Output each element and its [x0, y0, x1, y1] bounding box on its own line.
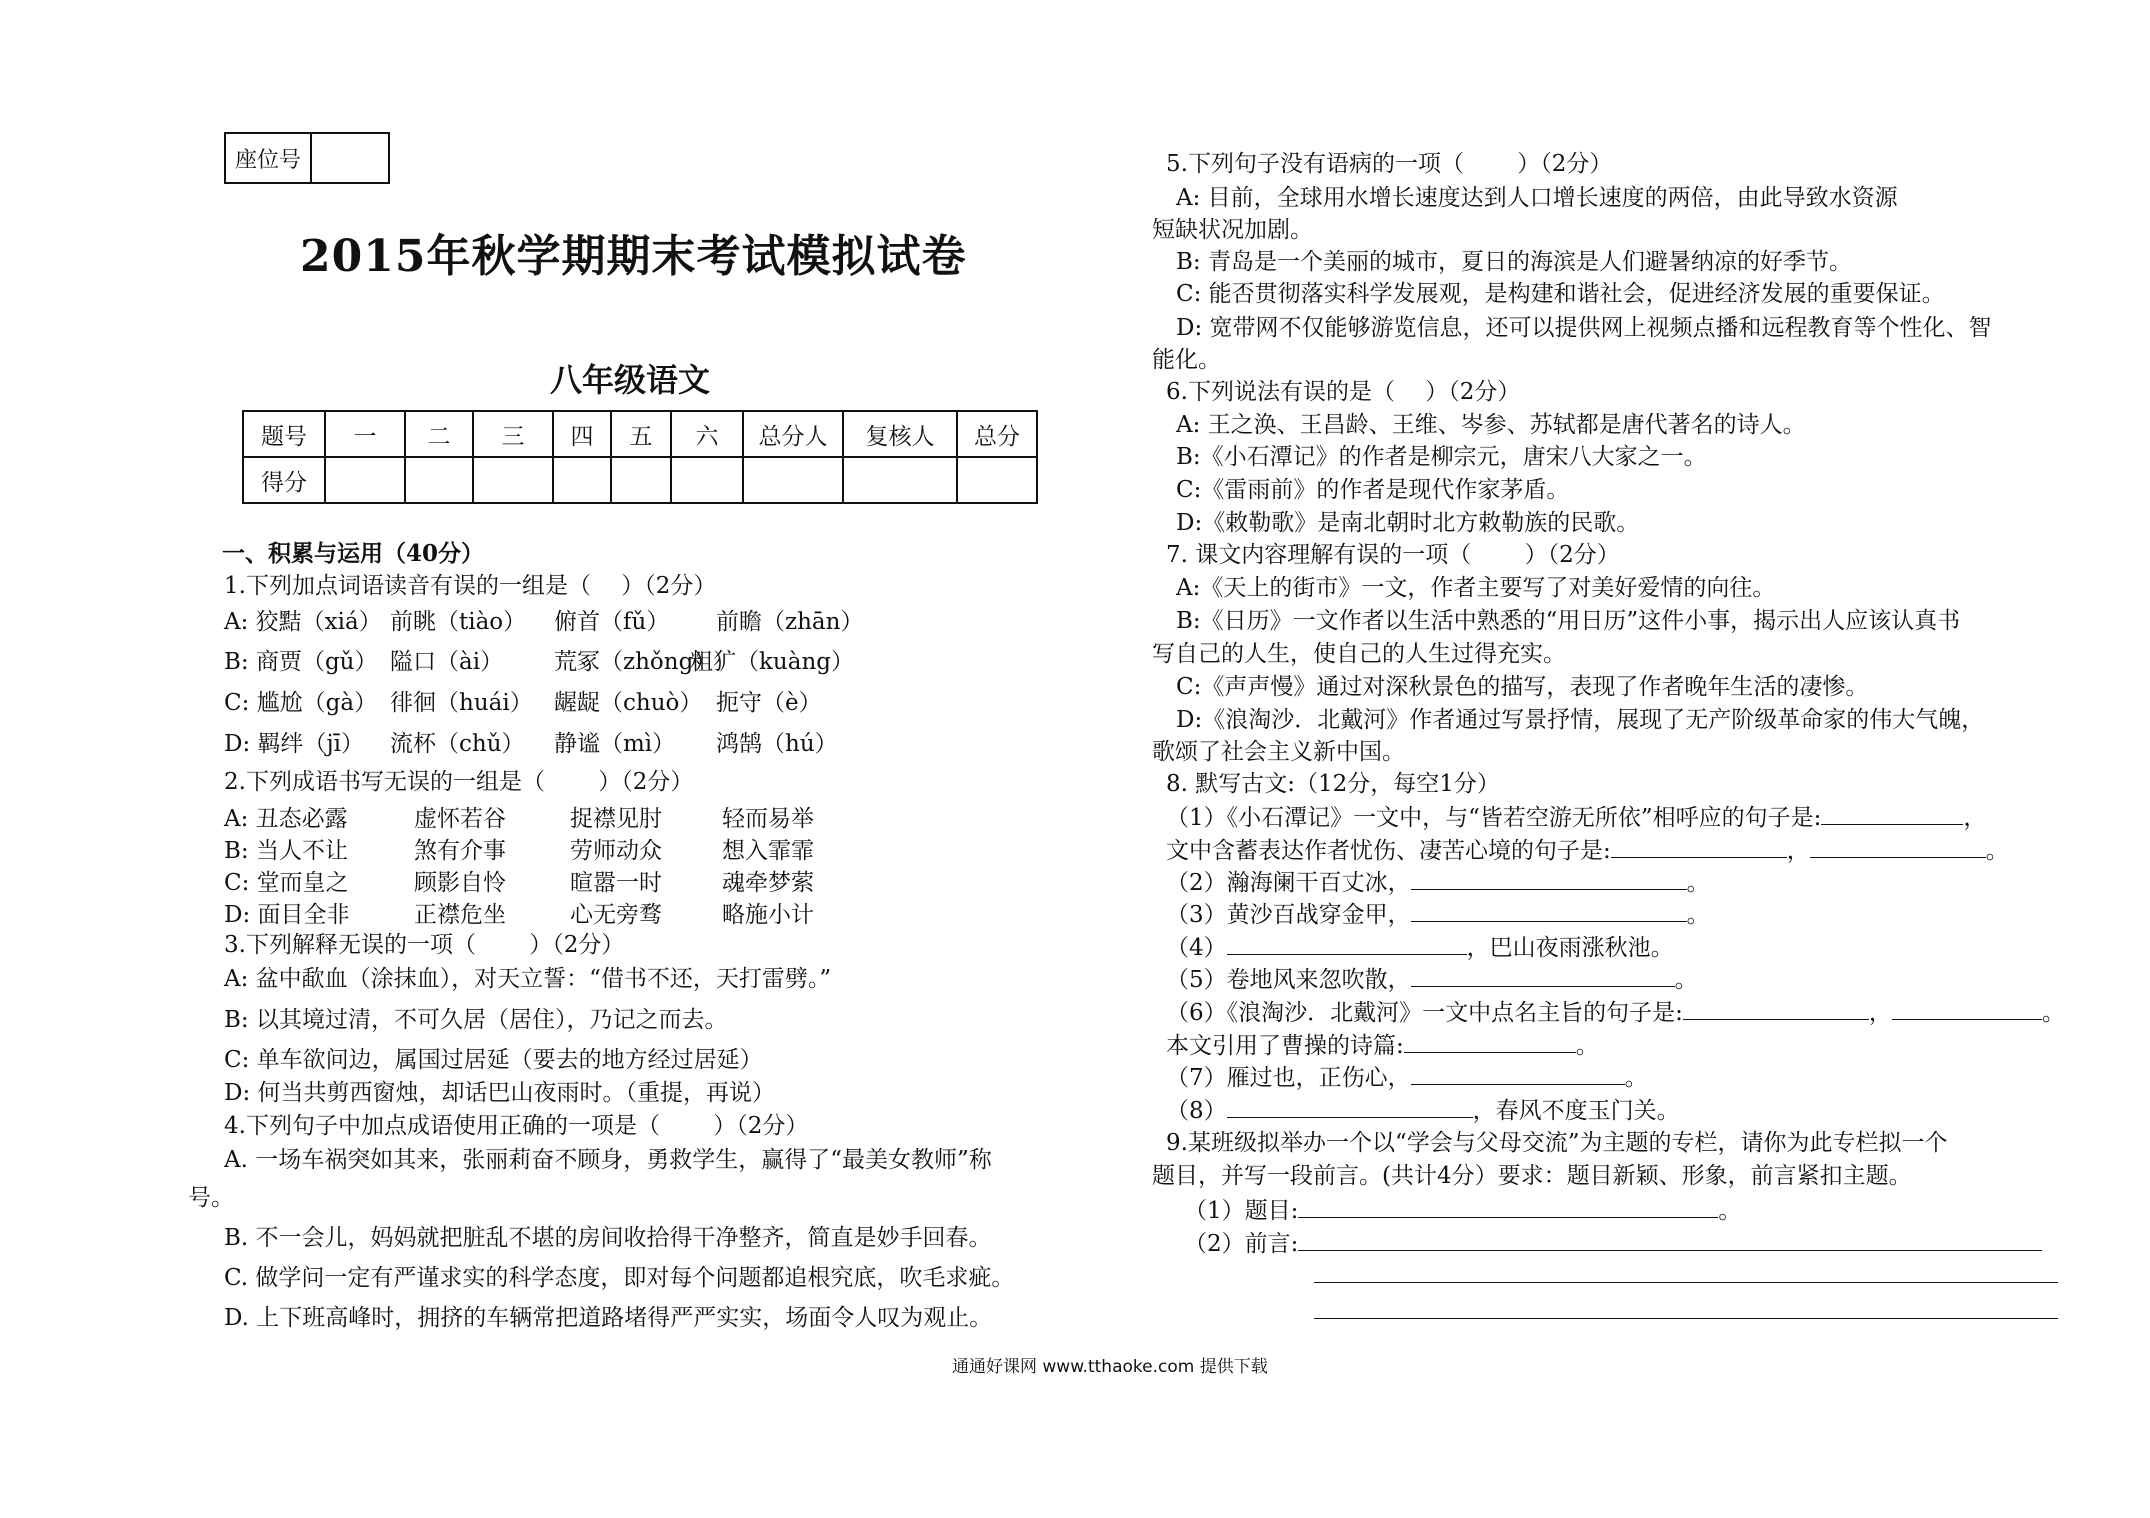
score-cell: [671, 457, 743, 503]
answer-blank[interactable]: [1892, 995, 2042, 1020]
question-7-stem: 7. 课文内容理解有误的一项（ ）（2分）: [1166, 542, 1620, 568]
score-table-score-row: [243, 457, 1037, 503]
question-8-item-2: （2）瀚海阑干百丈冰， 。: [1166, 865, 1710, 899]
preface-answer-line[interactable]: [1314, 1318, 2058, 1319]
question-3-option-a: A: 盆中歃血（涂抹血），对天立誓：“借书不还，天打雷劈。”: [224, 966, 832, 992]
answer-blank[interactable]: [1821, 800, 1963, 825]
score-header-cell: 总分: [957, 411, 1037, 457]
answer-blank[interactable]: [1683, 995, 1869, 1020]
question-3-option-c: C: 单车欲问边，属国过居延（要去的地方经过居延）: [224, 1047, 763, 1073]
question-8-item-7: （7）雁过也，正伤心， 。: [1166, 1060, 1648, 1094]
preface-answer-blank[interactable]: [1298, 1226, 2042, 1251]
question-6-stem: 6.下列说法有误的是（ ）（2分）: [1166, 379, 1521, 405]
question-6-option-d: D:《敕勒歌》是南北朝时北方敕勒族的民歌。: [1176, 510, 1640, 536]
question-6-option-b: B:《小石潭记》的作者是柳宗元，唐宋八大家之一。: [1176, 444, 1707, 470]
question-7-option-b: B:《日历》一文作者以生活中熟悉的“用日历”这件小事，揭示出人应该认真书: [1176, 608, 1961, 634]
question-9-stem-cont: 题目，并写一段前言。(共计4分）要求：题目新颖、形象，前言紧扣主题。: [1152, 1163, 1912, 1189]
question-4-option-a: A. 一场车祸突如其来，张丽莉奋不顾身，勇救学生，赢得了“最美女教师”称: [224, 1147, 992, 1173]
question-4-option-d: D. 上下班高峰时，拥挤的车辆常把道路堵得严严实实，场面令人叹为观止。: [224, 1305, 993, 1331]
preface-answer-line[interactable]: [1314, 1282, 2058, 1283]
score-header-cell: 四: [553, 411, 611, 457]
question-9-title: （1）题目: 。: [1184, 1193, 1741, 1227]
question-1-stem: 1.下列加点词语读音有误的一组是（ ）（2分）: [224, 573, 717, 599]
question-5-stem: 5.下列句子没有语病的一项（ ）（2分）: [1166, 151, 1613, 177]
score-cell: [957, 457, 1037, 503]
question-8-item-5: （5）卷地风来忽吹散， 。: [1166, 962, 1698, 996]
seat-number-box: [224, 132, 390, 184]
question-3-option-b: B: 以其境过清，不可久居（居住），乃记之而去。: [224, 1007, 728, 1033]
question-8-item-6b: 本文引用了曹操的诗篇: 。: [1166, 1028, 1599, 1062]
question-8-item-1: （1）《小石潭记》一文中，与“皆若空游无所依”相呼应的句子是: ，: [1166, 800, 1986, 834]
seat-number-label: 座位号: [226, 134, 312, 182]
question-7-option-d-cont: 歌颂了社会主义新中国。: [1152, 739, 1405, 765]
question-4-option-a-cont: 号。: [188, 1185, 234, 1211]
score-cell: [553, 457, 611, 503]
score-header-cell: 二: [405, 411, 473, 457]
question-2-stem: 2.下列成语书写无误的一组是（ ）（2分）: [224, 769, 694, 795]
question-5-option-d: D: 宽带网不仅能够游览信息，还可以提供网上视频点播和远程教育等个性化、智: [1176, 315, 1992, 341]
question-8-stem: 8. 默写古文:（12分，每空1分）: [1166, 771, 1500, 797]
section-heading: 一、积累与运用（40分）: [222, 540, 485, 567]
question-6-option-a: A: 王之涣、王昌龄、王维、岑参、苏轼都是唐代著名的诗人。: [1176, 412, 1806, 438]
question-4-stem: 4.下列句子中加点成语使用正确的一项是（ ）（2分）: [224, 1113, 809, 1139]
question-7-option-a: A:《天上的街市》一文，作者主要写了对美好爱情的向往。: [1176, 575, 1776, 601]
page-footer: 通通好课网 www.tthaoke.com 提供下载: [952, 1357, 1268, 1377]
score-cell: [743, 457, 843, 503]
question-5-option-d-cont: 能化。: [1152, 347, 1221, 373]
question-8-item-8: （8） ，春风不度玉门关。: [1166, 1093, 1680, 1127]
score-cell: [405, 457, 473, 503]
score-header-cell: 六: [671, 411, 743, 457]
question-7-option-c: C:《声声慢》通过对深秋景色的描写，表现了作者晚年生活的凄惨。: [1176, 674, 1869, 700]
question-6-option-c: C:《雷雨前》的作者是现代作家茅盾。: [1176, 477, 1570, 503]
score-header-cell: 五: [611, 411, 671, 457]
question-5-option-b: B: 青岛是一个美丽的城市，夏日的海滨是人们避暑纳凉的好季节。: [1176, 249, 1852, 275]
score-cell: [325, 457, 405, 503]
answer-blank[interactable]: [1227, 1093, 1473, 1118]
score-cell: [611, 457, 671, 503]
question-5-option-c: C: 能否贯彻落实科学发展观，是构建和谐社会，促进经济发展的重要保证。: [1176, 281, 1945, 307]
answer-blank[interactable]: [1411, 897, 1687, 922]
answer-blank[interactable]: [1404, 1028, 1576, 1053]
question-8-item-1b: 文中含蓄表达作者忧伤、凄苦心境的句子是: ， 。: [1166, 833, 2009, 867]
title-answer-blank[interactable]: [1298, 1193, 1718, 1218]
score-row-label: 得分: [243, 457, 325, 503]
question-8-item-4: （4） ，巴山夜雨涨秋池。: [1166, 930, 1674, 964]
question-4-option-c: C. 做学问一定有严谨求实的科学态度，即对每个问题都追根究底，吹毛求疵。: [224, 1265, 1015, 1291]
exam-subject: 八年级语文: [550, 361, 711, 399]
answer-blank[interactable]: [1411, 962, 1675, 987]
score-cell: [473, 457, 553, 503]
score-header-cell: 题号: [243, 411, 325, 457]
score-table: [242, 410, 1038, 504]
score-header-cell: 总分人: [743, 411, 843, 457]
score-header-cell: 一: [325, 411, 405, 457]
question-8-item-3: （3）黄沙百战穿金甲， 。: [1166, 897, 1710, 931]
answer-blank[interactable]: [1411, 865, 1687, 890]
answer-blank[interactable]: [1611, 833, 1787, 858]
question-7-option-d: D:《浪淘沙．北戴河》作者通过写景抒情，展现了无产阶级革命家的伟大气魄，: [1176, 707, 1985, 733]
score-header-cell: 复核人: [843, 411, 957, 457]
question-3-stem: 3.下列解释无误的一项（ ）（2分）: [224, 932, 625, 958]
question-8-item-6: （6）《浪淘沙．北戴河》一文中点名主旨的句子是: ， 。: [1166, 995, 2065, 1029]
score-table-header-row: [243, 411, 1037, 457]
question-5-option-a-cont: 短缺状况加剧。: [1152, 217, 1313, 243]
question-4-option-b: B. 不一会儿，妈妈就把脏乱不堪的房间收拾得干净整齐，简直是妙手回春。: [224, 1225, 992, 1251]
answer-blank[interactable]: [1411, 1060, 1625, 1085]
score-header-cell: 三: [473, 411, 553, 457]
exam-title: 2015年秋学期期末考试模拟试卷: [300, 231, 967, 282]
question-3-option-d: D: 何当共剪西窗烛，却话巴山夜雨时。（重提，再说）: [224, 1080, 776, 1106]
question-7-option-b-cont: 写自己的人生，使自己的人生过得充实。: [1152, 641, 1566, 667]
score-cell: [843, 457, 957, 503]
answer-blank[interactable]: [1227, 930, 1467, 955]
question-9-preface: （2）前言:: [1184, 1226, 2042, 1260]
answer-blank[interactable]: [1810, 833, 1986, 858]
question-5-option-a: A: 目前，全球用水增长速度达到人口增长速度的两倍，由此导致水资源: [1176, 185, 1898, 211]
question-9-stem: 9.某班级拟举办一个以“学会与父母交流”为主题的专栏，请你为此专栏拟一个: [1166, 1130, 1948, 1156]
